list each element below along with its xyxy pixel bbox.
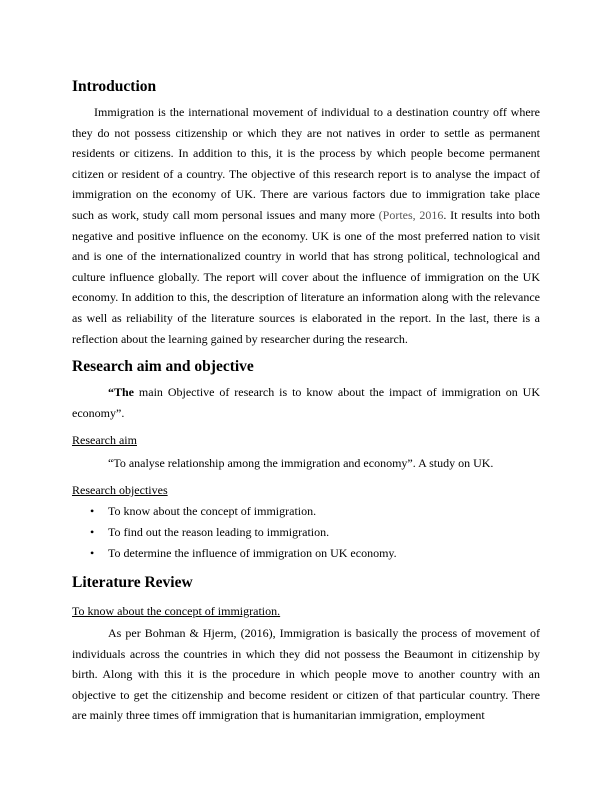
list-item bbox=[72, 522, 540, 543]
list-item bbox=[72, 501, 540, 522]
main-objective-paragraph bbox=[72, 382, 540, 423]
list-item bbox=[72, 543, 540, 564]
bullet-icon: • bbox=[90, 503, 95, 518]
bullet-icon: • bbox=[90, 524, 95, 539]
research-objectives-list bbox=[72, 501, 540, 564]
introduction-text-a: Immigration is the international movement of individual to a destination country off where they do not possess citizenship or which they are not natives in order to settle as permanent residents or citizens. In addition to this, it is the process by which people become permanent citizen or resident of a country. The objective of this research report is to analyse the impact of immigration on the economy of UK. There are various factors due to immigration take place such as work, study call mom personal issues and many more bbox=[72, 105, 540, 222]
main-objective-text: main Objective of research is to know about the impact of immigration on UK economy”. bbox=[72, 385, 540, 420]
introduction-paragraph bbox=[72, 102, 540, 349]
objective-text: To determine the influence of immigration on UK economy. bbox=[108, 545, 397, 560]
citation-portes: (Portes, 2016 bbox=[378, 207, 444, 222]
research-aim-objective-heading: Research aim and objective bbox=[72, 358, 254, 376]
literature-review-heading: Literature Review bbox=[72, 573, 193, 591]
bullet-icon: • bbox=[90, 545, 95, 560]
literature-paragraph: As per Bohman & Hjerm, (2016), Immigration is basically the process of movement of individuals across the countries in which they did not possess the Beaumont in citizenship by birth. Along with this it is the procedure in which people move to another country with an objective to get the citizenship and become resident or citizen of that particular country. There are mainly three times off immigration that is humanitarian immigration, employment bbox=[72, 625, 540, 723]
literature-subheading: To know about the concept of immigration. bbox=[72, 603, 281, 618]
research-aim-subheading: Research aim bbox=[72, 433, 137, 448]
objective-text: To know about the concept of immigration. bbox=[108, 503, 317, 518]
research-objectives-subheading: Research objectives bbox=[72, 482, 168, 497]
objective-text: To find out the reason leading to immigration. bbox=[108, 524, 330, 539]
research-aim-text: “To analyse relationship among the immigration and economy”. A study on UK. bbox=[108, 456, 494, 471]
introduction-heading: Introduction bbox=[72, 78, 157, 95]
introduction-text-b: . It results into both negative and positive influence on the economy. UK is one of the most preferred nation to visit and is one of the internationalized country in world that has strong political, technological and culture influence globally. The report will cover about the influence of immigration on the UK economy. In addition to this, the description of literature an information along with the relevance as well as reliability of the literature sources is elaborated in the report. In the last, there is a reflection about the learning gained by researcher during the research. bbox=[72, 207, 540, 346]
document-page bbox=[72, 0, 540, 726]
main-objective-lead: “The bbox=[108, 385, 135, 400]
